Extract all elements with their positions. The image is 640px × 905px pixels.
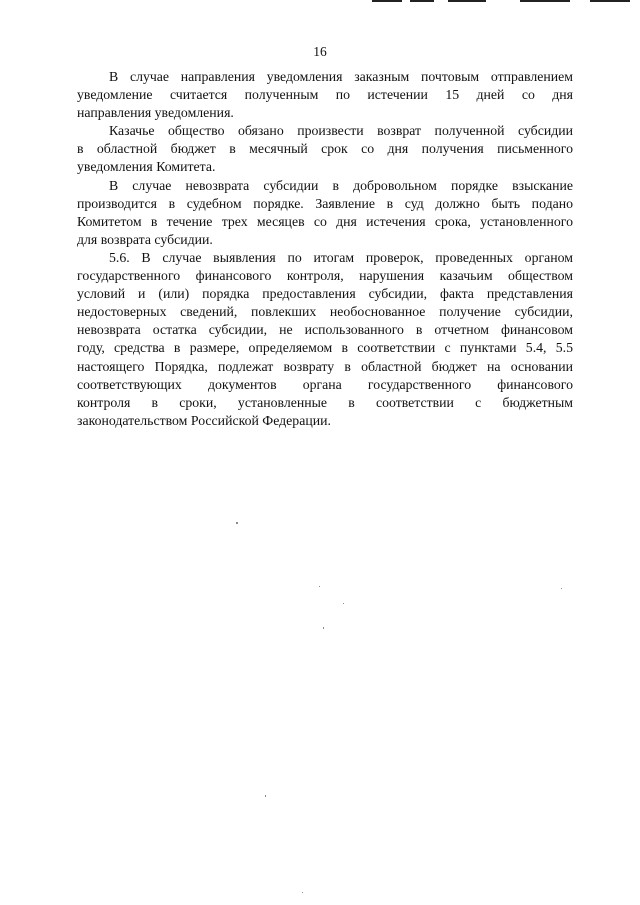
page-number: 16 <box>313 44 327 59</box>
scan-speck <box>319 586 320 587</box>
scan-edge-marks <box>0 0 640 3</box>
text-line: законодательством Российской Федерации. <box>77 412 331 428</box>
text-line: соответствующих документов органа государственного финансового <box>77 376 573 392</box>
text-line: 5.6. В случае выявления по итогам проверок, проведенных органом <box>109 249 573 265</box>
text-line: в областной бюджет в месячный срок со дня получения письменного <box>77 141 573 157</box>
text-line: условий и (или) порядка предоставления субсидии, факта представления <box>77 286 573 302</box>
text-line: В случае направления уведомления заказным почтовым отправлением <box>109 69 573 84</box>
text-line: уведомление считается полученным по истечении 15 дней со дня <box>77 87 573 103</box>
text-line: настоящего Порядка, подлежат возврату в областной бюджет на основании <box>77 358 573 374</box>
text-line: невозврата остатка субсидии, не использованного в отчетном финансовом <box>77 322 573 338</box>
text-line: для возврата субсидии. <box>77 231 213 247</box>
scan-speck <box>323 627 324 629</box>
text-line: Комитетом в течение трех месяцев со дня истечения срока, установленного <box>77 213 573 229</box>
text-line: государственного финансового контроля, нарушения казачьим обществом <box>77 268 573 284</box>
text-line: уведомления Комитета. <box>77 159 216 175</box>
text-line: В случае невозврата субсидии в добровольном порядке взыскание <box>109 177 573 193</box>
scan-speck <box>236 522 238 524</box>
text-line: производится в судебном порядке. Заявление в суд должно быть подано <box>77 195 573 211</box>
text-line: Казачье общество обязано произвести возврат полученной субсидии <box>109 123 573 139</box>
scan-speck <box>343 603 344 604</box>
scan-speck <box>561 588 562 589</box>
scan-speck <box>265 795 266 797</box>
document-body <box>77 68 573 430</box>
text-line: направления уведомления. <box>77 105 234 121</box>
scan-speck <box>302 892 303 893</box>
text-line: году, средства в размере, определяемом в соответствии с пунктами 5.4, 5.5 <box>77 340 573 356</box>
text-line: недостоверных сведений, повлекших необоснованное получение субсидии, <box>77 304 573 320</box>
text-line: контроля в сроки, установленные в соответствии с бюджетным <box>77 394 573 410</box>
